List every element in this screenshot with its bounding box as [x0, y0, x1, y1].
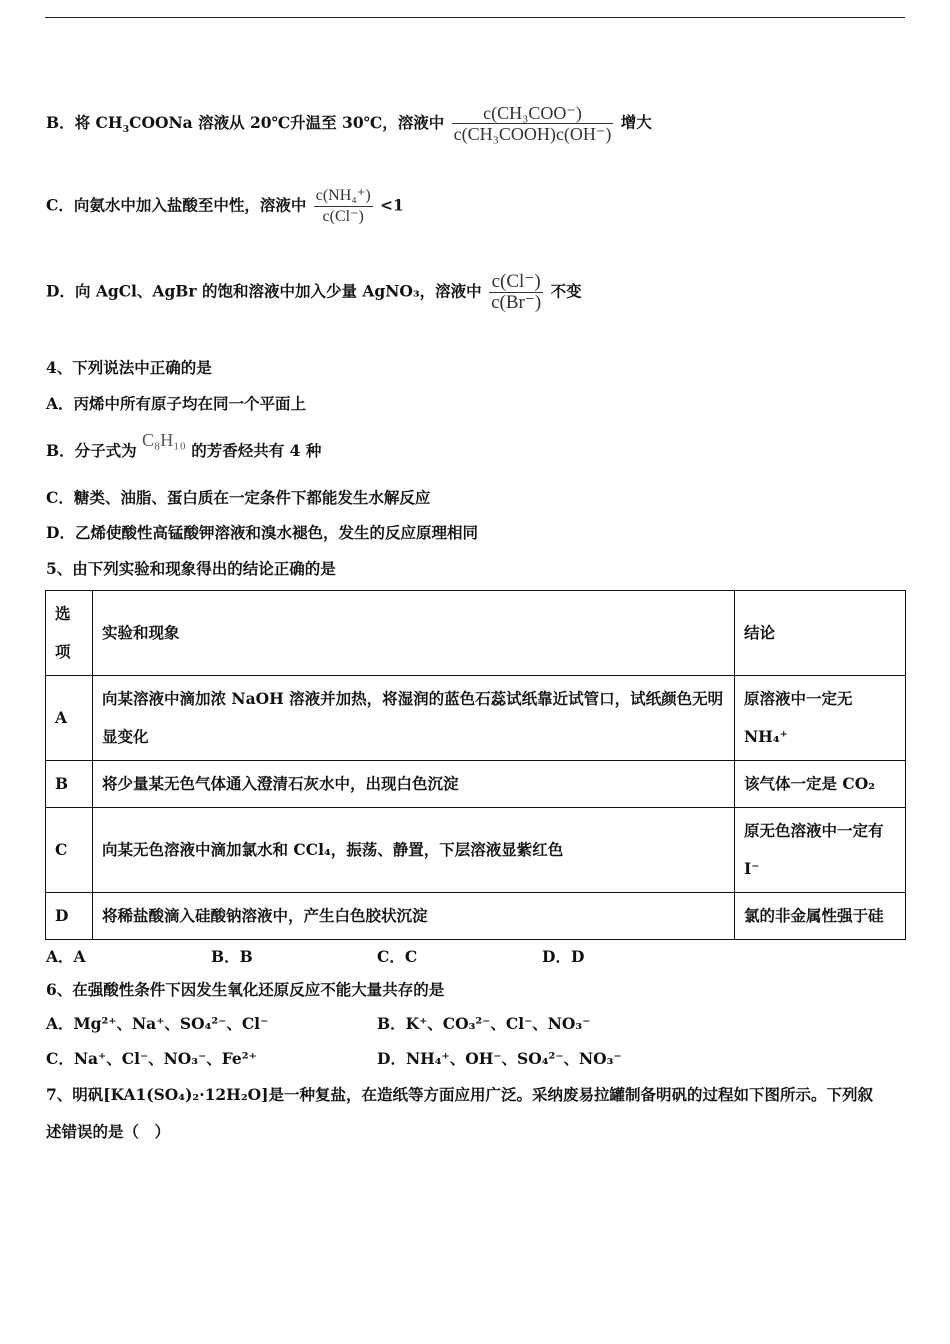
q6-stem: 6、在强酸性条件下因发生氧化还原反应不能大量共存的是 [46, 980, 445, 999]
row-option: D [46, 893, 93, 940]
row-experiment: 将少量某无色气体通入澄清石灰水中，出现白色沉淀 [93, 761, 735, 808]
q4-option-a: A．丙烯中所有原子均在同一个平面上 [46, 394, 307, 413]
q5-choice-b: B．B [211, 947, 253, 966]
q6-option-b: B．K⁺、CO₃²⁻、Cl⁻、NO₃⁻ [377, 1014, 591, 1033]
q3-option-b [46, 103, 652, 144]
row-option: A [46, 676, 93, 761]
row-conclusion: 该气体一定是 CO₂ [735, 761, 906, 808]
q7-stem-line1: 7、明矾[KA1(SO₄)₂·12H₂O]是一种复盐，在造纸等方面应用广泛。采纳废易拉罐制备明矾的过程如下图所示。下列叙 [46, 1085, 873, 1104]
row-option: B [46, 761, 93, 808]
q3-b-text: B．将 $CH_3COONa$ 溶液从 20℃升温至 30℃，溶液中 [46, 112, 445, 135]
table-row [46, 676, 906, 761]
row-experiment: 将稀盐酸滴入硅酸钠溶液中，产生白色胶状沉淀 [93, 893, 735, 940]
fraction-numerator: c(Cl⁻) [491, 271, 541, 292]
row-experiment: 向某溶液中滴加浓 NaOH 溶液并加热，将湿润的蓝色石蕊试纸靠近试管口，试纸颜色无明显变化 [93, 676, 735, 761]
row-conclusion: 原溶液中一定无 NH₄⁺ [735, 676, 906, 761]
header-conclusion: 结论 [735, 591, 906, 676]
table-header-row [46, 591, 906, 676]
table-row [46, 761, 906, 808]
fraction-denominator: c(CH₃COOH)c(OH⁻) [453, 124, 612, 144]
row-conclusion: 氯的非金属性强于硅 [735, 893, 906, 940]
header-experiment: 实验和现象 [93, 591, 735, 676]
fraction-numerator: c(NH₄⁺) [315, 187, 371, 204]
q3-c-fraction [314, 186, 373, 227]
molecular-formula: C₈H₁₀ [142, 430, 186, 450]
q3-d-suffix: 不变 [550, 281, 582, 301]
q3-d-text: D．向 AgCl、AgBr 的饱和溶液中加入少量 AgNO₃，溶液中 [46, 281, 482, 301]
q6-option-a: A．Mg²⁺、Na⁺、SO₄²⁻、Cl⁻ [46, 1014, 269, 1033]
fraction-denominator: c(Cl⁻) [314, 206, 373, 227]
q4-option-d: D．乙烯使酸性高锰酸钾溶液和溴水褪色，发生的反应原理相同 [46, 523, 478, 542]
q3-option-c [46, 186, 404, 227]
q3-b-fraction [452, 103, 614, 144]
q4-option-b [46, 430, 322, 461]
q4-option-c: C．糖类、油脂、蛋白质在一定条件下都能发生水解反应 [46, 488, 431, 507]
table-row [46, 893, 906, 940]
table-row [46, 808, 906, 893]
q6-option-d: D．NH₄⁺、OH⁻、SO₄²⁻、NO₃⁻ [377, 1049, 622, 1068]
fraction-denominator: c(Br⁻) [491, 292, 542, 313]
fraction-numerator: c(CH₃COO⁻) [483, 103, 582, 123]
q5-stem: 5、由下列实验和现象得出的结论正确的是 [46, 559, 336, 578]
q4-stem: 4、下列说法中正确的是 [46, 358, 212, 377]
q7-stem-line2: 述错误的是（ ） [46, 1122, 171, 1141]
q3-option-d [46, 272, 582, 313]
q4-b-suffix: 的芳香烃共有 4 种 [191, 441, 322, 460]
q3-c-suffix: <1 [380, 195, 404, 215]
row-option: C [46, 808, 93, 893]
header-rule [45, 17, 905, 18]
experiment-table [45, 590, 906, 940]
q5-choice-c: C．C [377, 947, 418, 966]
q5-choice-a: A．A [46, 947, 86, 966]
row-experiment: 向某无色溶液中滴加氯水和 CCl₄，振荡、静置，下层溶液显紫红色 [93, 808, 735, 893]
row-conclusion: 原无色溶液中一定有 I⁻ [735, 808, 906, 893]
q3-d-fraction [489, 272, 543, 313]
q5-choice-d: D．D [542, 947, 585, 966]
q4-b-prefix: B．分子式为 [46, 441, 137, 460]
q3-c-text: C．向氨水中加入盐酸至中性，溶液中 [46, 195, 307, 215]
q3-b-suffix: 增大 [620, 112, 652, 132]
q6-option-c: C．Na⁺、Cl⁻、NO₃⁻、Fe²⁺ [46, 1049, 257, 1068]
header-option: 选项 [46, 591, 93, 676]
